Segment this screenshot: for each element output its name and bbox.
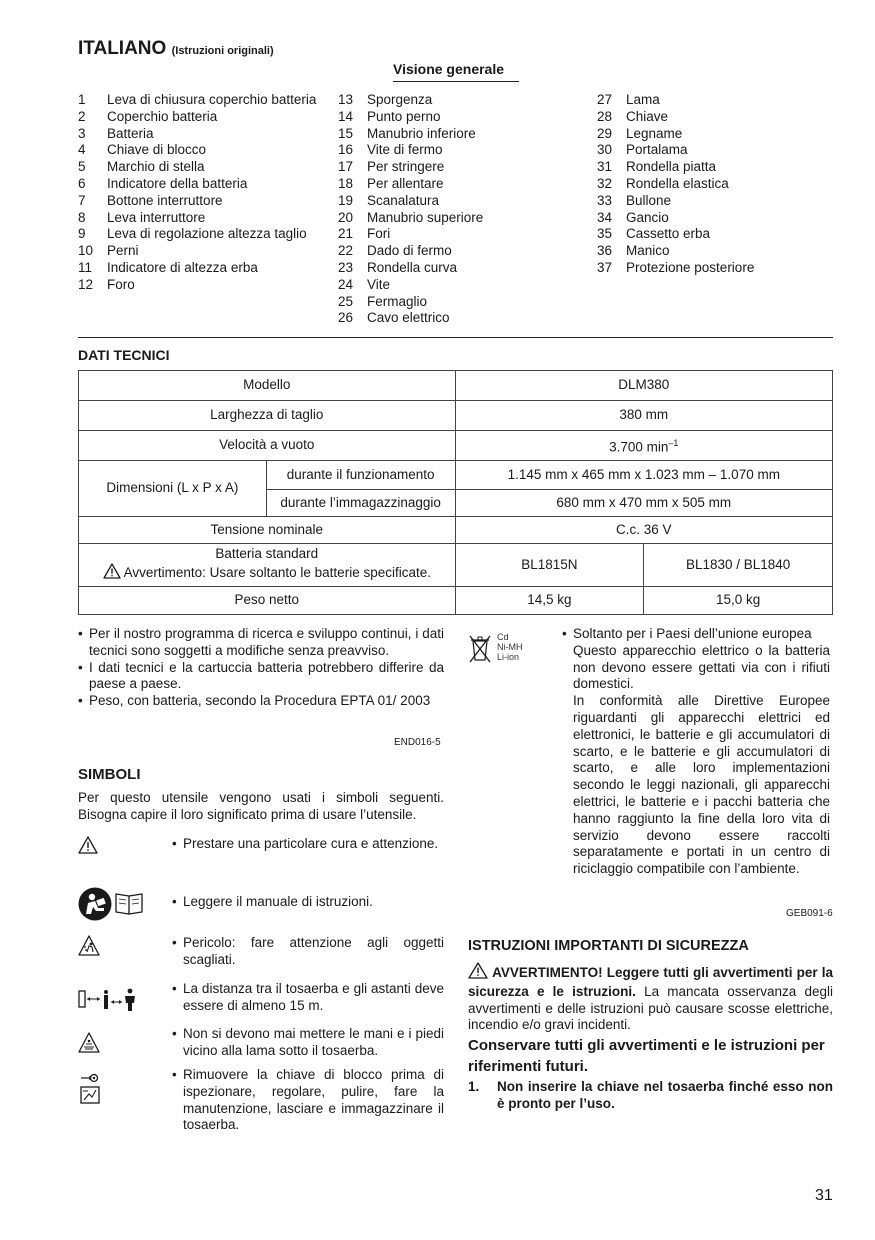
- list-item: 8 Leva interruttore: [78, 209, 206, 225]
- warning-icon: [468, 962, 488, 984]
- list-item: 2 Coperchio batteria: [78, 108, 218, 124]
- table-row: [79, 587, 833, 615]
- list-item: • Prestare una particolare cura e attenzione.: [172, 836, 439, 851]
- overview-underline: [393, 81, 519, 82]
- table-row: [79, 401, 833, 431]
- list-item: 3 Batteria: [78, 125, 154, 141]
- table-row: [79, 371, 833, 401]
- list-item: 35 Cassetto erba: [597, 226, 711, 242]
- list-item: • La distanza tra il tosaerba e gli astanti deve essere di almeno 15 m.: [172, 981, 444, 1013]
- eu-body-2: In conformità alle Direttive Europee riguardanti gli apparecchi elettrici ed elettronici, le batterie e gli accumulatori di scarto, e le batterie e gli accumulatori di scarto, e alle loro implementazioni secondo le leggi nazionali, gli apparecchi elettrici, le batterie e i pacchi batteria che hanno raggiunto la fine della loro vita di servizio devono essere raccolti separatamente e portati in un centro di riciclaggio compatibile con l’ambiente.: [573, 693, 830, 877]
- keep-instructions-title: Conservare tutti gli avvertimenti e le istruzioni per riferimenti futuri.: [468, 1037, 825, 1075]
- remove-key-icon: [78, 1072, 102, 1111]
- spec-value: 15,0 kg: [644, 587, 833, 615]
- list-item: 17 Per stringere: [338, 159, 445, 175]
- thrown-objects-icon: [78, 935, 100, 962]
- list-item: 11 Indicatore di altezza erba: [78, 259, 258, 275]
- overview-title: Visione generale: [393, 61, 505, 77]
- list-item: • Leggere il manuale di istruzioni.: [172, 894, 373, 909]
- list-item: 23 Rondella curva: [338, 259, 458, 275]
- spec-label: Peso netto: [79, 587, 456, 615]
- parts-list-col-2: [338, 92, 588, 327]
- spec-value: BL1815N: [455, 544, 644, 587]
- list-item: 34 Gancio: [597, 209, 669, 225]
- list-item: • Peso, con batteria, secondo la Procedura EPTA 01/ 2003: [78, 693, 431, 709]
- list-item: 16 Vite di fermo: [338, 142, 443, 158]
- table-row: [79, 517, 833, 544]
- symbols-intro: Per questo utensile vengono usati i simboli seguenti. Bisogna capire il loro significato prima di usare l’utensile.: [78, 790, 444, 822]
- symbols-title: SIMBOLI: [78, 766, 141, 783]
- table-row: [79, 431, 833, 461]
- spec-sublabel: durante il funzionamento: [266, 461, 455, 490]
- list-item: 33 Bullone: [597, 192, 672, 208]
- spec-label: Batteria standard Avvertimento: Usare soltanto le batterie specificate.: [79, 544, 456, 587]
- list-item: 18 Per allentare: [338, 175, 444, 191]
- spec-notes: [78, 626, 444, 710]
- spec-label: Dimensioni (L x P x A): [79, 461, 267, 517]
- page-number: 31: [815, 1187, 833, 1204]
- list-item: 9 Leva di regolazione altezza taglio: [78, 226, 307, 242]
- eu-body: Questo apparecchio elettrico o la batteria non devono essere gettati via con i rifiuti domestici.: [573, 642, 830, 692]
- spec-value: BL1830 / BL1840: [644, 544, 833, 587]
- safety-title: ISTRUZIONI IMPORTANTI DI SICUREZZA: [468, 938, 749, 954]
- list-item: 14 Punto perno: [338, 108, 441, 124]
- spec-value: DLM380: [455, 371, 832, 401]
- list-item: 12 Foro: [78, 276, 135, 292]
- warning-icon: [78, 836, 98, 859]
- list-item: 36 Manico: [597, 243, 670, 259]
- list-item: • Non si devono mai mettere le mani e i piedi vicino alla lama sotto il tosaerba.: [172, 1026, 444, 1058]
- table-row: [79, 544, 833, 587]
- list-item: 21 Fori: [338, 226, 391, 242]
- safety-warning: AVVERTIMENTO! Leggere tutti gli avvertimenti per la sicurezza e le istruzioni. La mancata osservanza degli avvertimenti e delle istruzioni può causare scosse elettriche, incendio e/o gravi incidenti.: [468, 962, 833, 1034]
- doc-code: END016-5: [394, 737, 441, 748]
- doc-code: GEB091-6: [786, 908, 833, 919]
- list-item: 1. Non inserire la chiave nel tosaerba finché esso non è pronto per l’uso.: [468, 1079, 833, 1111]
- spec-value: 380 mm: [455, 401, 832, 431]
- spec-label: Tensione nominale: [79, 517, 456, 544]
- specs-table: [78, 370, 833, 615]
- eu-disposal-text: [562, 626, 830, 878]
- table-row: [79, 461, 833, 490]
- spec-value: 3.700 $\min^{-1}$: [455, 431, 832, 461]
- list-item: 5 Marchio di stella: [78, 159, 205, 175]
- list-item: 13 Sporgenza: [338, 92, 433, 107]
- list-item: 37 Protezione posteriore: [597, 259, 755, 275]
- spec-label: Larghezza di taglio: [79, 401, 456, 431]
- list-item: 1 Leva di chiusura coperchio batteria: [78, 92, 317, 107]
- list-item: 31 Rondella piatta: [597, 159, 717, 175]
- read-manual-icon: [78, 886, 148, 927]
- list-item: 7 Bottone interruttore: [78, 192, 223, 208]
- language-note: (Istruzioni originali): [171, 45, 274, 57]
- spec-sublabel: durante l’immagazzinaggio: [266, 490, 455, 517]
- eu-heading: • Soltanto per i Paesi dell’unione europea: [562, 626, 812, 641]
- divider: [78, 337, 833, 338]
- list-item: 4 Chiave di blocco: [78, 142, 207, 158]
- list-item: 29 Legname: [597, 125, 683, 141]
- list-item: • Per il nostro programma di ricerca e sviluppo continui, i dati tecnici sono soggetti a modifiche senza preavviso.: [78, 626, 444, 658]
- parts-list-col-3: [597, 92, 847, 277]
- spec-value: 1.145 mm x 465 mm x 1.023 mm – 1.070 mm: [455, 461, 832, 490]
- list-item: 10 Perni: [78, 243, 139, 259]
- list-item: 6 Indicatore della batteria: [78, 175, 248, 191]
- list-item: • Pericolo: fare attenzione agli oggetti scagliati.: [172, 935, 444, 967]
- list-item: 30 Portalama: [597, 142, 688, 158]
- list-item: 20 Manubrio superiore: [338, 209, 484, 225]
- keep-distance-icon: [78, 987, 148, 1018]
- language-title: ITALIANO (Istruzioni originali): [78, 38, 274, 59]
- list-item: 26 Cavo elettrico: [338, 310, 450, 326]
- list-item: 28 Chiave: [597, 108, 669, 124]
- spec-value: 14,5 kg: [455, 587, 644, 615]
- spec-value: 680 mm x 470 mm x 505 mm: [455, 490, 832, 517]
- spec-label: Modello: [79, 371, 456, 401]
- list-item: 24 Vite: [338, 276, 391, 292]
- list-item: 15 Manubrio inferiore: [338, 125, 476, 141]
- list-item: • Rimuovere la chiave di blocco prima di ispezionare, regolare, pulire, fare la manutenzione, lasciare e immagazzinare il tosaerba.: [172, 1067, 444, 1133]
- blade-hazard-icon: [78, 1032, 100, 1059]
- warning-icon: [103, 563, 121, 584]
- list-item: 27 Lama: [597, 92, 660, 107]
- battery-chemistry-labels: Cd Ni-MH Li-ion: [497, 632, 523, 662]
- list-item: 19 Scanalatura: [338, 192, 440, 208]
- list-item: • I dati tecnici e la cartuccia batteria potrebbero differire da paese a paese.: [78, 659, 444, 692]
- crossed-bin-icon: [468, 634, 492, 669]
- spec-value: C.c. 36 V: [455, 517, 832, 544]
- parts-list-col-1: [78, 92, 328, 294]
- list-item: 25 Fermaglio: [338, 293, 428, 309]
- list-item: 22 Dado di fermo: [338, 243, 452, 259]
- specs-title: DATI TECNICI: [78, 347, 170, 363]
- spec-label: Velocità a vuoto: [79, 431, 456, 461]
- list-item: 32 Rondella elastica: [597, 175, 729, 191]
